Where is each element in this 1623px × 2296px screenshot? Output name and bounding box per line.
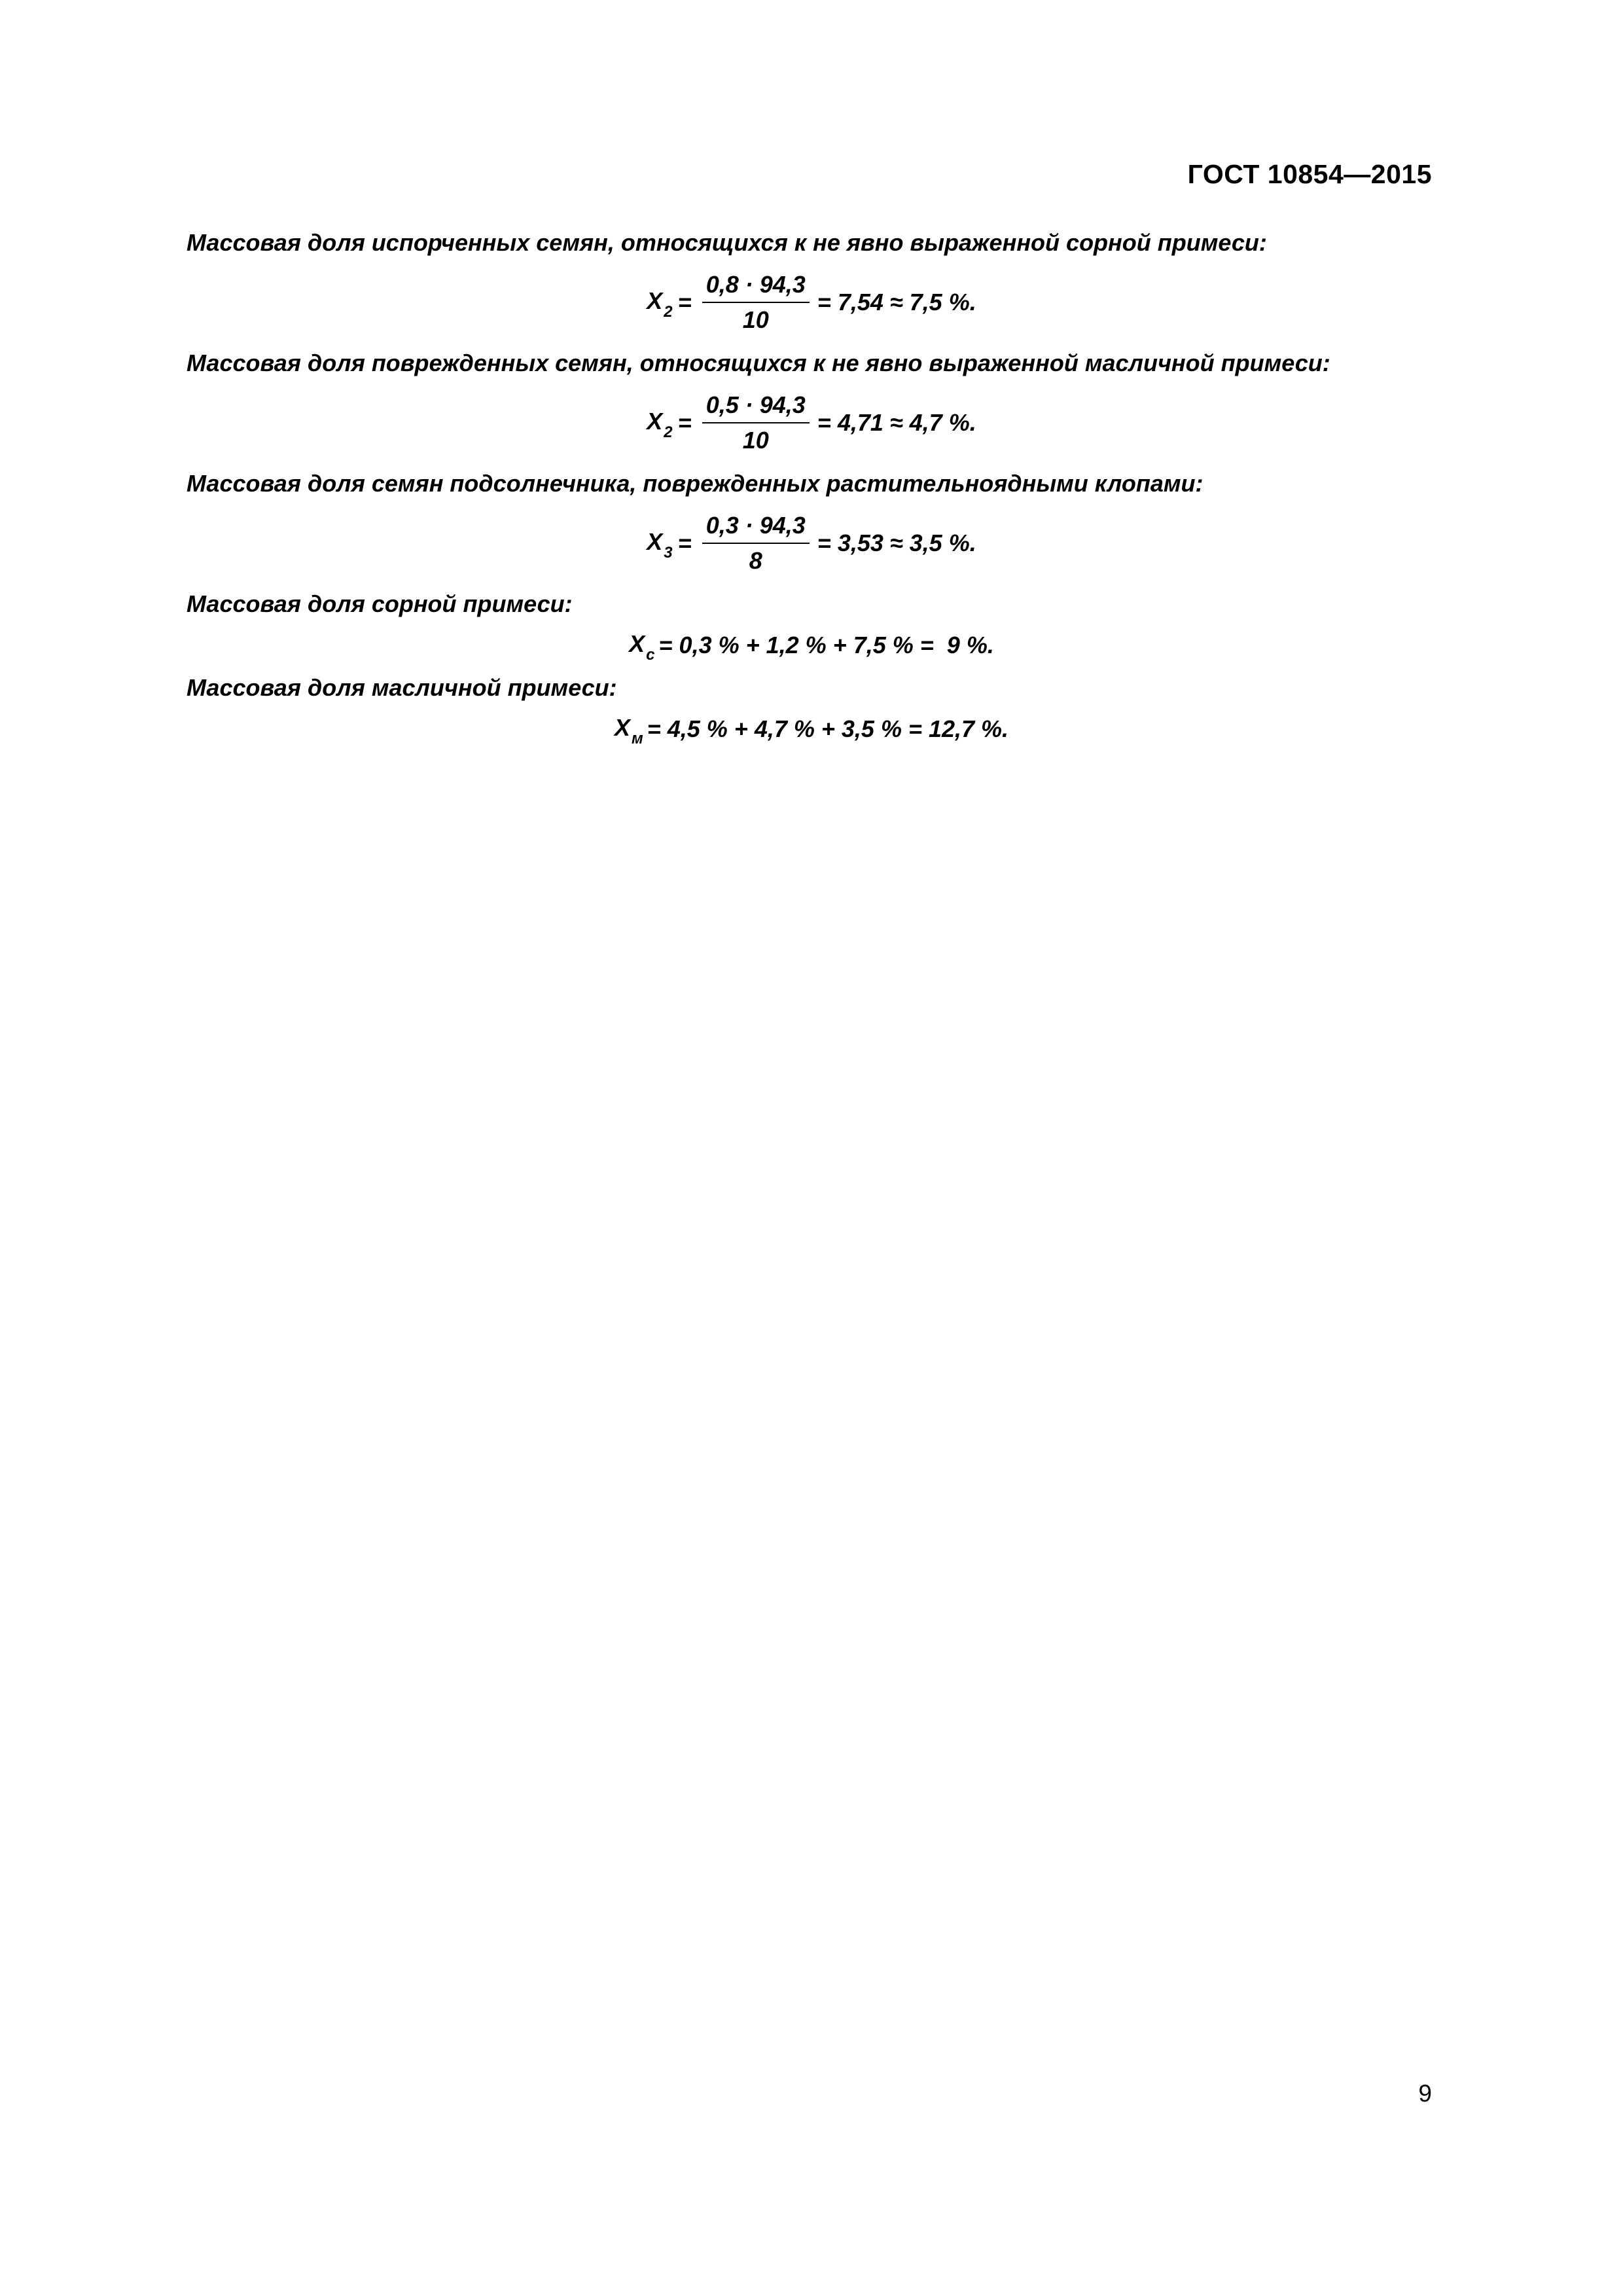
fraction — [702, 391, 810, 455]
formula-variable: $X_м$ — [614, 713, 643, 747]
paragraph-damaged-seeds: Массовая доля поврежденных семян, относящихся к не явно выраженной масличной примеси: — [187, 350, 1330, 376]
formula-variable: $X_3$ — [647, 528, 673, 562]
formula-weed-impurity — [187, 625, 1436, 666]
formula-variable: $X_2$ — [647, 407, 673, 441]
formula-damaged-seeds — [187, 384, 1436, 461]
fraction — [702, 270, 810, 334]
formula-subscript: 2 — [664, 423, 673, 441]
formula-bug-damaged-seeds — [187, 505, 1436, 582]
formula-variable: $X_2$ — [647, 287, 673, 321]
formula-subscript: 3 — [664, 543, 673, 562]
formula-result: = 7,54 ≈ 7,5 %. — [817, 289, 976, 315]
paragraph-bug-damaged-seeds: Массовая доля семян подсолнечника, поврежденных растительноядными клопами: — [187, 470, 1204, 497]
document-body — [187, 226, 1436, 755]
fraction-denominator: 10 — [742, 427, 769, 454]
fraction-numerator: 0,8 · 94,3 — [702, 270, 810, 303]
formula-subscript: 2 — [664, 302, 673, 321]
fraction — [702, 511, 810, 575]
formula-spoiled-seeds — [187, 264, 1436, 341]
fraction-denominator: 10 — [742, 306, 769, 333]
formula-expression: = 0,3 % + 1,2 % + 7,5 % = 9 %. — [658, 632, 994, 658]
fraction-numerator: 0,5 · 94,3 — [702, 391, 810, 423]
page-number: 9 — [1418, 2080, 1432, 2107]
paragraph-oilseed-impurity: Массовая доля масличной примеси: — [187, 674, 617, 701]
formula-result: = 4,71 ≈ 4,7 %. — [817, 409, 976, 436]
document-header: ГОСТ 10854—2015 — [1187, 159, 1432, 189]
formula-expression: = 4,5 % + 4,7 % + 3,5 % = 12,7 %. — [647, 715, 1009, 742]
formula-variable: $X_с$ — [629, 630, 655, 664]
formula-result: = 3,53 ≈ 3,5 %. — [817, 529, 976, 556]
paragraph-spoiled-seeds: Массовая доля испорченных семян, относящихся к не явно выраженной сорной примеси: — [187, 229, 1267, 256]
formula-oilseed-impurity — [187, 709, 1436, 749]
formula-subscript: с — [646, 645, 655, 664]
equals-sign: = — [677, 409, 692, 436]
paragraph-weed-impurity: Массовая доля сорной примеси: — [187, 590, 573, 617]
equals-sign: = — [677, 529, 692, 556]
formula-subscript: м — [631, 729, 643, 747]
fraction-numerator: 0,3 · 94,3 — [702, 511, 810, 544]
fraction-denominator: 8 — [749, 547, 762, 574]
equals-sign: = — [677, 289, 692, 315]
